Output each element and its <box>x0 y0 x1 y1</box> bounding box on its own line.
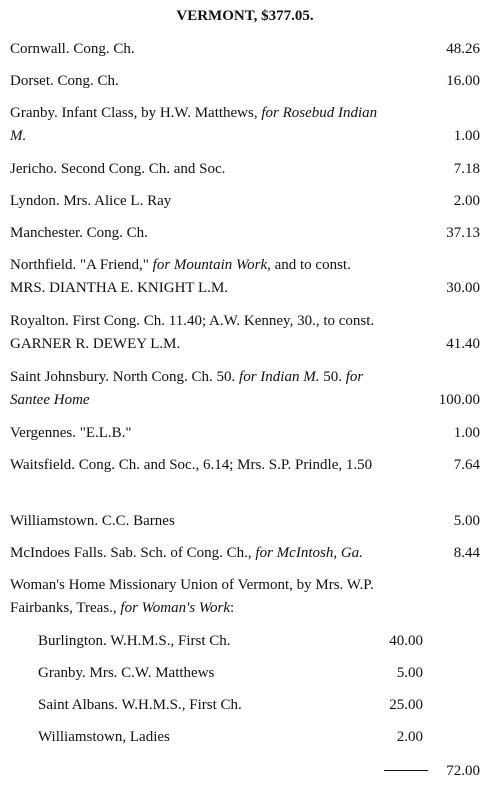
donation-description <box>10 542 390 565</box>
donation-amount: 1.00 <box>453 425 480 441</box>
description-text: Vergennes. "E.L.B." <box>10 425 132 441</box>
donation-amount: 1.00 <box>453 128 480 144</box>
donation-description <box>10 366 390 412</box>
description-text: Granby. Infant Class, by H.W. Matthews, <box>10 105 262 121</box>
designation-text: for Rosebud Indian M. <box>10 105 378 144</box>
page-title: VERMONT, $377.05. <box>176 8 314 24</box>
designation-text: for McIntosh, Ga. <box>255 545 363 561</box>
donation-description <box>10 38 390 61</box>
donation-entry <box>10 510 480 533</box>
description-text: Saint Johnsbury. North Cong. Ch. 50. <box>10 369 240 385</box>
donation-amount: 41.40 <box>446 336 480 352</box>
donation-entry <box>10 254 480 300</box>
donation-entry <box>10 454 480 477</box>
sub-donation-amount: 40.00 <box>389 633 423 649</box>
sub-donation-entry <box>38 662 423 685</box>
description-text: Northfield. "A Friend," <box>10 257 153 273</box>
description-text: Woman's Home Missionary Union of Vermont, by Mrs. W.P. Fairbanks, Treas., <box>10 577 374 616</box>
donation-description <box>10 70 390 93</box>
donation-description <box>10 574 390 620</box>
subtotal-rule <box>384 770 428 771</box>
donation-entry <box>10 102 480 148</box>
donation-description <box>10 102 390 148</box>
donation-entry <box>10 542 480 565</box>
donation-description <box>10 222 390 245</box>
donation-entry <box>10 574 480 620</box>
description-text: Waitsfield. Cong. Ch. and Soc., 6.14; Mrs. S.P. Prindle, 1.50 <box>10 457 373 473</box>
donation-entry <box>10 222 480 245</box>
donation-entry <box>10 158 480 181</box>
donation-amount: 2.00 <box>453 193 480 209</box>
donation-amount: 7.18 <box>453 161 480 177</box>
subtotal-amount: 72.00 <box>446 763 480 779</box>
sub-donation-amount: 5.00 <box>396 665 423 681</box>
donation-amount: 8.44 <box>453 545 480 561</box>
donation-amount: 48.26 <box>446 41 480 57</box>
description-text: 50. <box>319 369 346 385</box>
description-text: Lyndon. Mrs. Alice L. Ray <box>10 193 172 209</box>
sub-donation-entry <box>38 694 423 717</box>
donation-entry <box>10 190 480 213</box>
description-text: Williamstown. C.C. Barnes <box>10 513 175 529</box>
description-text: : <box>230 600 235 616</box>
donation-description <box>10 190 390 213</box>
designation-text: for Mountain Work <box>152 257 268 273</box>
sub-donation-amount: 2.00 <box>396 729 423 745</box>
description-text: Dorset. Cong. Ch. <box>10 73 119 89</box>
donation-description <box>10 310 390 356</box>
designation-text: for Woman's Work <box>120 600 231 616</box>
sub-donation-entry <box>38 726 423 749</box>
description-text: Cornwall. Cong. Ch. <box>10 41 135 57</box>
donation-description <box>10 158 390 181</box>
donation-description <box>10 422 390 445</box>
donation-amount: 5.00 <box>453 513 480 529</box>
sub-donation-entry <box>38 630 423 653</box>
description-text: Royalton. First Cong. Ch. 11.40; A.W. Kenney, 30., to const. GARNER R. DEWEY L.M. <box>10 313 375 352</box>
donation-description <box>10 254 390 300</box>
sub-donation-description: Williamstown, Ladies <box>38 729 170 745</box>
sub-donation-description: Burlington. W.H.M.S., First Ch. <box>38 633 231 649</box>
donation-description <box>10 454 390 477</box>
description-text: Jericho. Second Cong. Ch. and Soc. <box>10 161 226 177</box>
designation-text: for Indian M. <box>239 369 320 385</box>
donation-description <box>10 510 390 533</box>
description-text: , and to const. MRS. DIANTHA E. KNIGHT L.M. <box>10 257 351 296</box>
sub-donation-description: Saint Albans. W.H.M.S., First Ch. <box>38 697 242 713</box>
donation-entry <box>10 310 480 356</box>
donation-amount: 7.64 <box>453 457 480 473</box>
donation-entry <box>10 422 480 445</box>
donation-amount: 16.00 <box>446 73 480 89</box>
donation-entry <box>10 70 480 93</box>
donation-entry <box>10 38 480 61</box>
designation-text: for Santee Home <box>10 369 364 408</box>
donation-entry <box>10 366 480 412</box>
sub-donation-amount: 25.00 <box>389 697 423 713</box>
description-text: McIndoes Falls. Sab. Sch. of Cong. Ch., <box>10 545 256 561</box>
description-text: Manchester. Cong. Ch. <box>10 225 148 241</box>
donation-amount: 30.00 <box>446 280 480 296</box>
sub-donation-description: Granby. Mrs. C.W. Matthews <box>38 665 215 681</box>
donation-amount: 100.00 <box>438 392 480 408</box>
donation-amount: 37.13 <box>446 225 480 241</box>
